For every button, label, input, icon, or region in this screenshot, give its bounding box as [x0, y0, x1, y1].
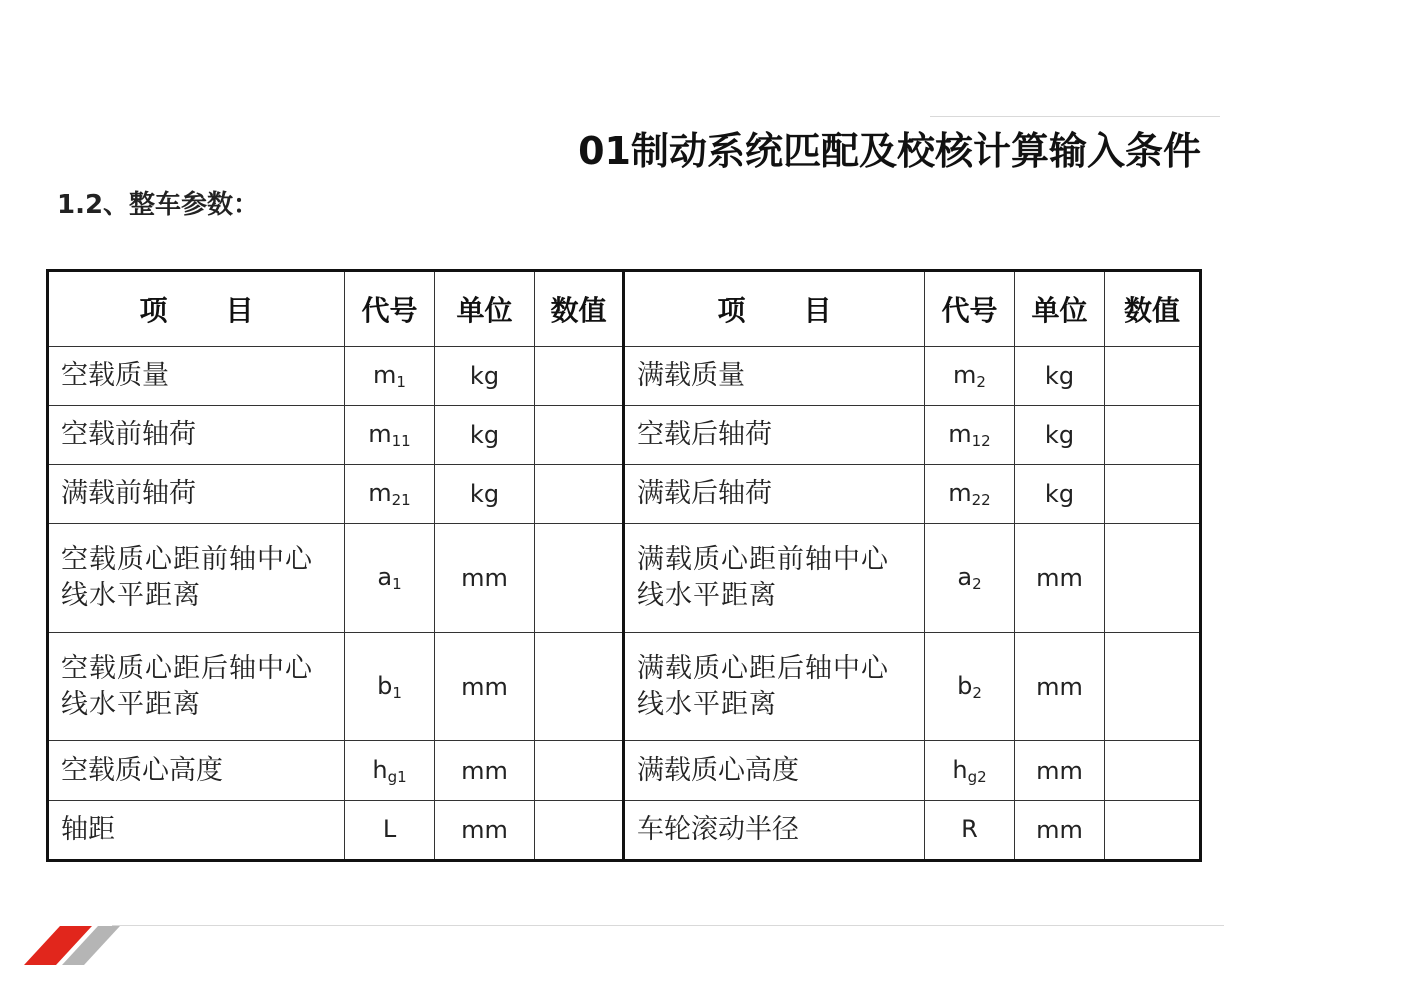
item-cell: 轴距 [48, 801, 345, 861]
code-cell: $b_2$ [925, 633, 1015, 741]
code-cell: $m_{11}$ [345, 406, 435, 465]
section-heading: 1.2、整车参数： [57, 190, 260, 220]
code-cell: $m_2$ [925, 347, 1015, 406]
value-cell[interactable] [535, 524, 624, 633]
unit-cell: kg [435, 465, 535, 524]
footer-rule [112, 925, 1224, 926]
header-item-right-char1: 项 [717, 294, 746, 327]
value-cell[interactable] [1105, 347, 1201, 406]
footer-stripe-accent [22, 924, 122, 966]
code-cell: $b_1$ [345, 633, 435, 741]
header-item-left-char2: 目 [225, 294, 254, 327]
unit-cell: mm [1015, 801, 1105, 861]
value-cell[interactable] [535, 406, 624, 465]
item-cell: 空载后轴荷 [624, 406, 925, 465]
value-cell[interactable] [1105, 633, 1201, 741]
code-cell: $m_{21}$ [345, 465, 435, 524]
item-cell: 车轮滚动半径 [624, 801, 925, 861]
item-cell: 空载质心距前轴中心 线水平距离 [48, 524, 345, 633]
value-cell[interactable] [535, 801, 624, 861]
value-cell[interactable] [1105, 741, 1201, 801]
top-decorative-rule [930, 116, 1220, 117]
code-cell: $a_1$ [345, 524, 435, 633]
code-cell: $a_2$ [925, 524, 1015, 633]
page-title: 01制动系统匹配及校核计算输入条件 [578, 129, 1201, 173]
table-header-row [48, 271, 1201, 347]
value-cell[interactable] [1105, 406, 1201, 465]
value-cell[interactable] [535, 347, 624, 406]
vehicle-parameters-table [46, 269, 1202, 862]
unit-cell: kg [1015, 465, 1105, 524]
code-cell: L [345, 801, 435, 861]
unit-cell: kg [435, 347, 535, 406]
header-item-left [48, 271, 345, 347]
table-row [48, 801, 1201, 861]
item-cell: 满载质量 [624, 347, 925, 406]
item-cell: 空载质心高度 [48, 741, 345, 801]
code-cell: $m_{12}$ [925, 406, 1015, 465]
item-cell: 满载前轴荷 [48, 465, 345, 524]
unit-cell: mm [435, 633, 535, 741]
code-cell: $h_{g1}$ [345, 741, 435, 801]
code-cell: $m_{22}$ [925, 465, 1015, 524]
table-row [48, 524, 1201, 633]
header-unit-left: 单位 [435, 271, 535, 347]
value-cell[interactable] [1105, 465, 1201, 524]
header-item-right [624, 271, 925, 347]
code-cell: R [925, 801, 1015, 861]
unit-cell: kg [1015, 406, 1105, 465]
value-cell[interactable] [535, 741, 624, 801]
item-cell: 空载质量 [48, 347, 345, 406]
header-unit-right: 单位 [1015, 271, 1105, 347]
value-cell[interactable] [1105, 524, 1201, 633]
unit-cell: mm [435, 801, 535, 861]
table-row [48, 741, 1201, 801]
unit-cell: mm [435, 524, 535, 633]
item-cell: 满载质心高度 [624, 741, 925, 801]
table-row [48, 465, 1201, 524]
unit-cell: mm [1015, 524, 1105, 633]
item-cell: 满载质心距后轴中心 线水平距离 [624, 633, 925, 741]
unit-cell: mm [1015, 633, 1105, 741]
table-row [48, 347, 1201, 406]
header-value-left: 数值 [535, 271, 624, 347]
table-row [48, 633, 1201, 741]
item-cell: 空载前轴荷 [48, 406, 345, 465]
header-code-right: 代号 [925, 271, 1015, 347]
unit-cell: kg [1015, 347, 1105, 406]
table-row [48, 406, 1201, 465]
unit-cell: mm [1015, 741, 1105, 801]
value-cell[interactable] [1105, 801, 1201, 861]
code-cell: $m_1$ [345, 347, 435, 406]
header-code-left: 代号 [345, 271, 435, 347]
item-cell: 满载后轴荷 [624, 465, 925, 524]
header-item-right-char2: 目 [803, 294, 832, 327]
item-cell: 满载质心距前轴中心 线水平距离 [624, 524, 925, 633]
header-value-right: 数值 [1105, 271, 1201, 347]
unit-cell: mm [435, 741, 535, 801]
header-item-left-char1: 项 [139, 294, 168, 327]
code-cell: $h_{g2}$ [925, 741, 1015, 801]
value-cell[interactable] [535, 465, 624, 524]
item-cell: 空载质心距后轴中心 线水平距离 [48, 633, 345, 741]
unit-cell: kg [435, 406, 535, 465]
value-cell[interactable] [535, 633, 624, 741]
